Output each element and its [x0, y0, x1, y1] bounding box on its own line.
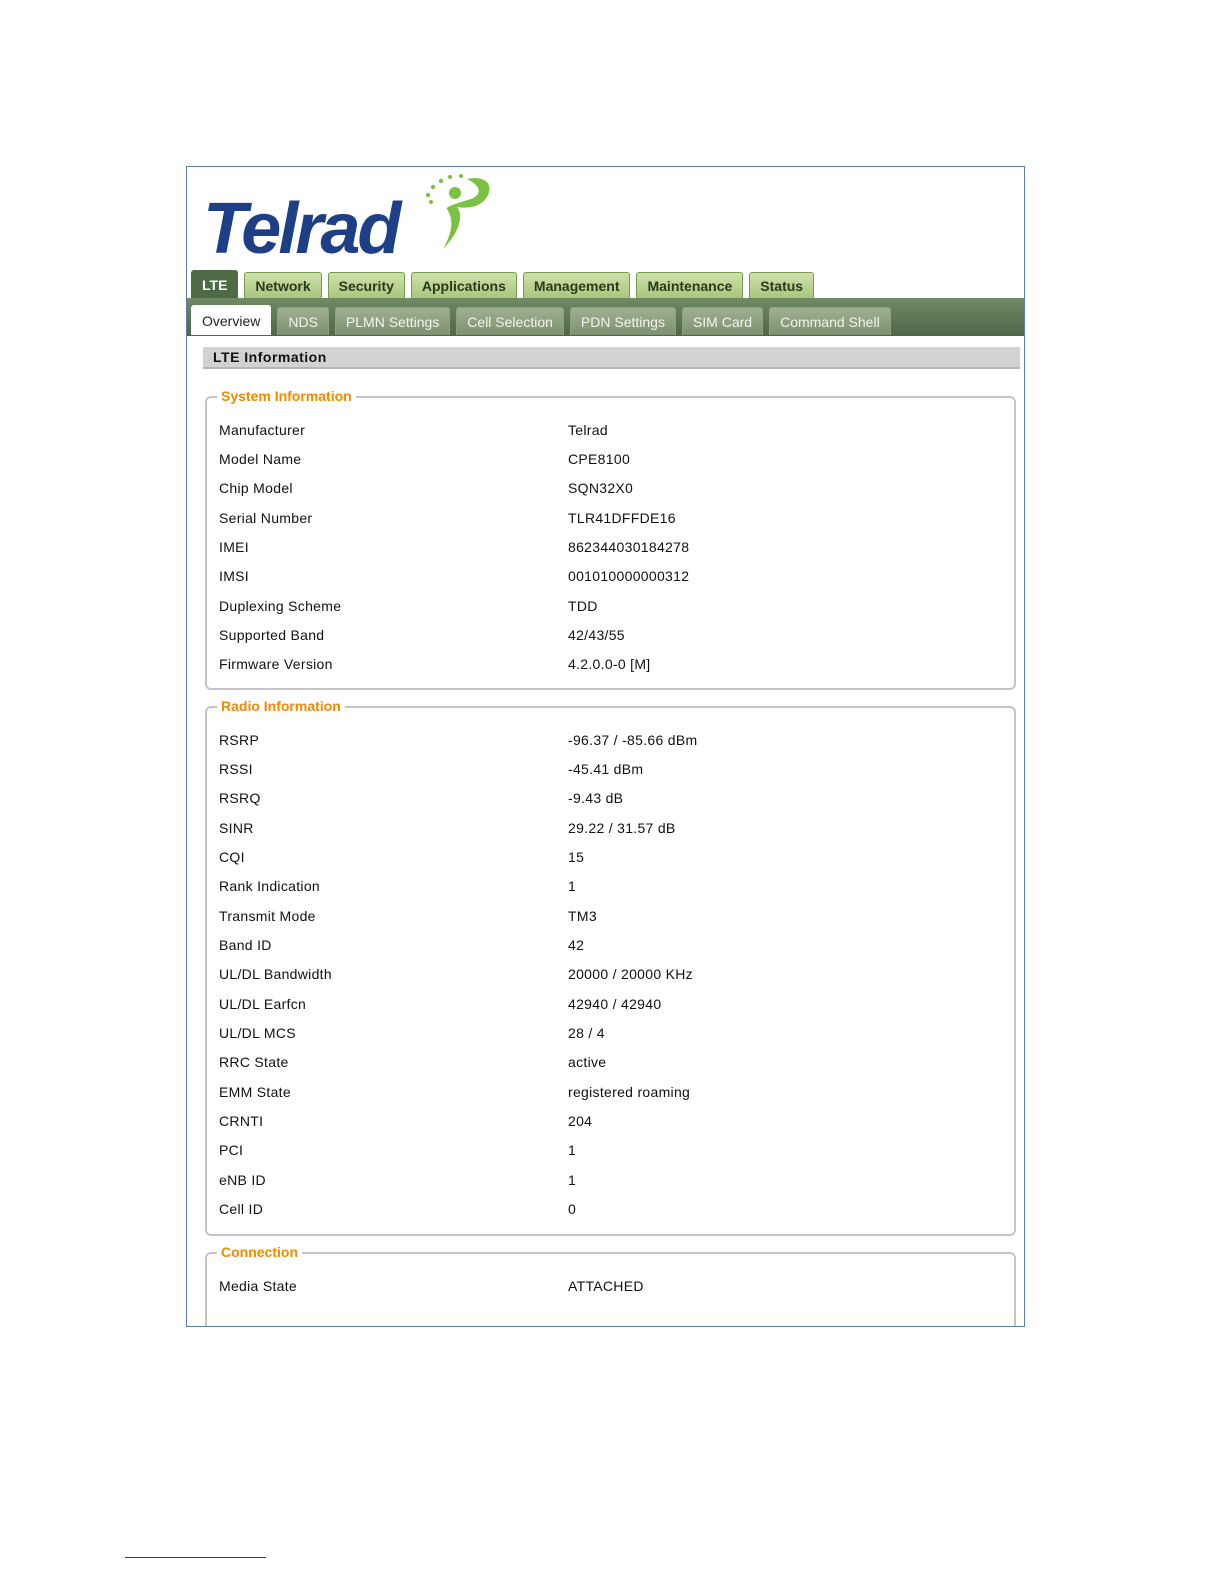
row-label: eNB ID — [219, 1172, 266, 1188]
row-value: 42940 / 42940 — [568, 996, 662, 1012]
row-value: -45.41 dBm — [568, 761, 644, 777]
row-value: Telrad — [568, 422, 608, 438]
row-label: Band ID — [219, 937, 272, 953]
subtab-pdn-settings[interactable]: PDN Settings — [570, 307, 676, 335]
row-label: RSRP — [219, 732, 260, 748]
device-web-ui-frame — [186, 166, 1025, 1327]
telrad-logo — [203, 173, 503, 269]
row-value: ATTACHED — [568, 1278, 644, 1294]
row-label: RSSI — [219, 761, 253, 777]
row-label: UL/DL MCS — [219, 1025, 296, 1041]
row-value: active — [568, 1054, 607, 1070]
tab-security[interactable]: Security — [328, 272, 405, 299]
row-value: 1 — [568, 1142, 577, 1158]
footnote-separator-line — [125, 1557, 266, 1558]
subtab-cell-selection[interactable]: Cell Selection — [456, 307, 564, 335]
tab-status[interactable]: Status — [749, 272, 814, 299]
row-label: Rank Indication — [219, 878, 321, 894]
row-value: CPE8100 — [568, 451, 631, 467]
row-label: PCI — [219, 1142, 244, 1158]
subtab-overview[interactable]: Overview — [191, 305, 271, 335]
sub-nav-tabs — [191, 307, 891, 335]
row-value: -96.37 / -85.66 dBm — [568, 732, 698, 748]
row-value: 001010000000312 — [568, 568, 690, 584]
row-value: TDD — [568, 598, 598, 614]
row-value: 4.2.0.0-0 [M] — [568, 656, 651, 672]
logo-wordmark: Telrad — [203, 189, 399, 269]
row-value: 1 — [568, 1172, 577, 1188]
row-value: 28 / 4 — [568, 1025, 605, 1041]
row-value: 1 — [568, 878, 577, 894]
tab-applications[interactable]: Applications — [411, 272, 517, 299]
row-label: Model Name — [219, 451, 302, 467]
row-value: 42 — [568, 937, 585, 953]
row-value: 862344030184278 — [568, 539, 690, 555]
subtab-plmn-settings[interactable]: PLMN Settings — [335, 307, 450, 335]
row-value: 29.22 / 31.57 dB — [568, 820, 676, 836]
row-label: SINR — [219, 820, 254, 836]
row-label: UL/DL Earfcn — [219, 996, 307, 1012]
row-label: RSRQ — [219, 790, 261, 806]
row-label: EMM State — [219, 1084, 291, 1100]
row-value: -9.43 dB — [568, 790, 624, 806]
row-value: 204 — [568, 1113, 593, 1129]
row-label: Supported Band — [219, 627, 325, 643]
row-label: Duplexing Scheme — [219, 598, 342, 614]
system-information-group — [205, 388, 1016, 690]
row-label: UL/DL Bandwidth — [219, 966, 332, 982]
row-value: 15 — [568, 849, 585, 865]
row-label: IMEI — [219, 539, 249, 555]
row-value: SQN32X0 — [568, 480, 634, 496]
radio-information-group — [205, 698, 1016, 1236]
subtab-sim-card[interactable]: SIM Card — [682, 307, 763, 335]
row-label: Cell ID — [219, 1201, 264, 1217]
row-label: Media State — [219, 1278, 298, 1294]
row-value: TLR41DFFDE16 — [568, 510, 676, 526]
row-label: Manufacturer — [219, 422, 306, 438]
connection-group — [205, 1244, 1016, 1327]
row-label: Firmware Version — [219, 656, 333, 672]
tab-network[interactable]: Network — [244, 272, 321, 299]
connection-legend: Connection — [217, 1242, 302, 1262]
logo-figure-icon — [417, 173, 507, 253]
tab-management[interactable]: Management — [523, 272, 631, 299]
row-value: 20000 / 20000 KHz — [568, 966, 693, 982]
row-label: Serial Number — [219, 510, 313, 526]
row-label: Chip Model — [219, 480, 293, 496]
row-value: TM3 — [568, 908, 597, 924]
row-value: registered roaming — [568, 1084, 691, 1100]
tab-lte[interactable]: LTE — [191, 270, 238, 299]
page-title: LTE Information — [203, 347, 1020, 369]
row-label: CQI — [219, 849, 245, 865]
row-label: Transmit Mode — [219, 908, 316, 924]
row-label: IMSI — [219, 568, 249, 584]
radio-information-legend: Radio Information — [217, 696, 345, 716]
subtab-nds[interactable]: NDS — [277, 307, 329, 335]
main-nav-tabs — [191, 270, 814, 299]
row-label: RRC State — [219, 1054, 289, 1070]
row-value: 42/43/55 — [568, 627, 625, 643]
row-label: CRNTI — [219, 1113, 264, 1129]
tab-maintenance[interactable]: Maintenance — [636, 272, 743, 299]
subtab-command-shell[interactable]: Command Shell — [769, 307, 891, 335]
system-information-legend: System Information — [217, 386, 356, 406]
row-value: 0 — [568, 1201, 577, 1217]
